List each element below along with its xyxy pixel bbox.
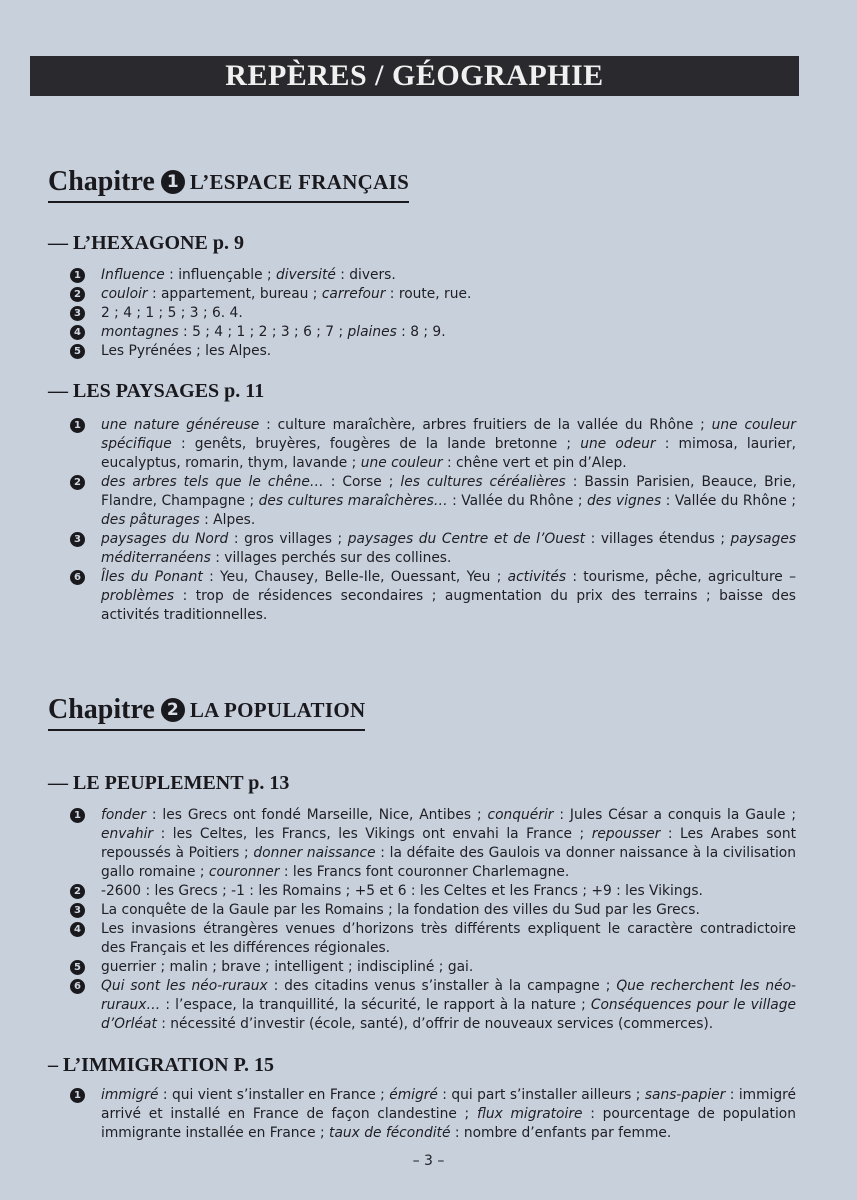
item-number-badge: 6 [70, 570, 85, 585]
item-number-badge: 2 [70, 884, 85, 899]
chapter-word: Chapitre [48, 166, 155, 197]
term-italic: carrefour [321, 286, 386, 302]
answer-text: : Vallée du Rhône ; [661, 493, 797, 509]
section-immigration-list [70, 1086, 796, 1143]
section-peuplement-list [70, 806, 796, 1034]
answer-text: : nombre d’enfants par femme. [450, 1125, 672, 1141]
answer-text: : Corse ; [323, 474, 401, 490]
answer-text: -2600 : les Grecs ; -1 : les Romains ; +5 et 6 : les Celtes et les Francs ; +9 : les Vikings. [101, 883, 703, 899]
item-number-badge: 1 [70, 808, 85, 823]
term-italic: couloir [101, 286, 148, 302]
answer-item [70, 342, 796, 361]
term-italic: diversité [276, 267, 336, 283]
answer-item [70, 977, 796, 1034]
answer-text: : des citadins venus s’installer à la campagne ; [267, 978, 617, 994]
section-hexagone-list [70, 266, 796, 361]
answer-item [70, 920, 796, 958]
answer-text: : gros villages ; [228, 531, 348, 547]
answer-text: : les Celtes, les Francs, les Vikings ont envahi la France ; [153, 826, 592, 842]
section-paysages-list [70, 416, 796, 625]
answer-item [70, 530, 796, 568]
answer-text: : tourisme, pêche, agriculture – [566, 569, 796, 585]
term-italic: paysages du Nord [101, 531, 229, 547]
term-italic: Conséquences pour le village d’Orléat [101, 997, 797, 1032]
answer-text: : les Francs font couronner Charlemagne. [279, 864, 570, 880]
answer-item [70, 568, 796, 625]
answer-text: Les Pyrénées ; les Alpes. [101, 343, 272, 359]
answer-item [70, 323, 796, 342]
term-italic: Que recherchent les néo-ruraux… [101, 978, 796, 1013]
item-number-badge: 5 [70, 960, 85, 975]
answer-item [70, 266, 796, 285]
answer-text: : 8 ; 9. [396, 324, 446, 340]
term-italic: sans-papier [644, 1087, 726, 1103]
item-number-badge: 6 [70, 979, 85, 994]
section-immigration-heading: – L’IMMIGRATION P. 15 [48, 1054, 274, 1076]
chapter-2-heading [48, 694, 365, 731]
answer-text: : pourcentage de population immigrante installée en France ; [101, 1106, 796, 1141]
answer-text: : villages étendus ; [585, 531, 731, 547]
answer-item [70, 901, 796, 920]
term-italic: Qui sont les néo-ruraux [101, 978, 268, 994]
answer-text: : les Grecs ont fondé Marseille, Nice, Antibes ; [145, 807, 488, 823]
answer-text: : culture maraîchère, arbres fruitiers de la vallée du Rhône ; [259, 417, 712, 433]
item-number-badge: 4 [70, 922, 85, 937]
answer-item [70, 285, 796, 304]
chapter-word: Chapitre [48, 694, 155, 725]
term-italic: envahir [101, 826, 154, 842]
item-number-badge: 1 [70, 418, 85, 433]
chapter-number-badge: 1 [161, 170, 185, 194]
answer-text: : l’espace, la tranquillité, la sécurité, le rapport à la nature ; [160, 997, 591, 1013]
term-italic: plaines [347, 324, 397, 340]
answer-text: : Bassin Parisien, Beauce, Brie, Flandre, Champagne ; [101, 474, 796, 509]
banner-title: REPÈRES / GÉOGRAPHIE [225, 59, 604, 92]
answer-text: : Les Arabes sont repoussés à Poitiers ; [101, 826, 796, 861]
answer-item [70, 958, 796, 977]
term-italic: activités [507, 569, 567, 585]
answer-text: : immigré arrivé et installé en France de façon clandestine ; [101, 1087, 796, 1122]
item-number-badge: 2 [70, 287, 85, 302]
section-hexagone-heading: — L’HEXAGONE p. 9 [48, 232, 244, 254]
answer-text: : qui vient s’installer en France ; [158, 1087, 390, 1103]
term-italic: une couleur spécifique [101, 417, 796, 452]
term-italic: repousser [591, 826, 661, 842]
answer-text: : mimosa, laurier, eucalyptus, romarin, thym, lavande ; [101, 436, 797, 471]
term-italic: Influence [101, 267, 165, 283]
item-number-badge: 2 [70, 475, 85, 490]
item-number-badge: 3 [70, 306, 85, 321]
term-italic: montagnes [101, 324, 179, 340]
term-italic: une odeur [580, 436, 656, 452]
term-italic: flux migratoire [476, 1106, 583, 1122]
answer-text: : nécessité d’investir (école, santé), d’offrir de nouveaux services (commerces). [156, 1016, 714, 1032]
term-italic: immigré [101, 1087, 159, 1103]
section-peuplement-heading: — LE PEUPLEMENT p. 13 [48, 772, 290, 794]
answer-text: : 5 ; 4 ; 1 ; 2 ; 3 ; 6 ; 7 ; [178, 324, 348, 340]
item-number-badge: 1 [70, 268, 85, 283]
chapter-number-badge: 2 [161, 698, 185, 722]
term-italic: des pâturages [101, 512, 200, 528]
term-italic: des vignes [587, 493, 662, 509]
term-italic: émigré [389, 1087, 438, 1103]
term-italic: une nature généreuse [101, 417, 260, 433]
item-number-badge: 1 [70, 1088, 85, 1103]
answer-item [70, 473, 796, 530]
item-number-badge: 5 [70, 344, 85, 359]
answer-text: : appartement, bureau ; [147, 286, 322, 302]
answer-text: : qui part s’installer ailleurs ; [437, 1087, 645, 1103]
term-italic: Îles du Ponant [101, 569, 203, 585]
answer-text: : genêts, bruyères, fougères de la lande bretonne ; [171, 436, 581, 452]
item-number-badge: 4 [70, 325, 85, 340]
answer-text: : route, rue. [385, 286, 472, 302]
term-italic: donner naissance [253, 845, 376, 861]
term-italic: les cultures céréalières [400, 474, 566, 490]
item-number-badge: 3 [70, 903, 85, 918]
page-banner [30, 56, 799, 96]
chapter-title: L’ESPACE FRANÇAIS [189, 169, 410, 194]
answer-text: : Yeu, Chausey, Belle-Ile, Ouessant, Yeu ; [202, 569, 508, 585]
answer-text: 2 ; 4 ; 1 ; 5 ; 3 ; 6. 4. [101, 305, 243, 321]
item-number-badge: 3 [70, 532, 85, 547]
answer-text: : chêne vert et pin d’Alep. [442, 455, 627, 471]
answer-text: : influençable ; [164, 267, 276, 283]
chapter-1-heading [48, 166, 409, 203]
answer-text: : villages perchés sur des collines. [210, 550, 452, 566]
answer-text: guerrier ; malin ; brave ; intelligent ; indiscipliné ; gai. [101, 959, 474, 975]
answer-item [70, 304, 796, 323]
answer-text: : la défaite des Gaulois va donner naissance à la civilisation gallo romaine ; [101, 845, 796, 880]
term-italic: taux de fécondité [329, 1125, 451, 1141]
answer-item [70, 416, 796, 473]
page-number: – 3 – [412, 1153, 445, 1169]
answer-text: : Jules César a conquis la Gaule ; [553, 807, 796, 823]
term-italic: des cultures maraîchères… [258, 493, 448, 509]
term-italic: paysages du Centre et de l’Ouest [347, 531, 586, 547]
section-paysages-heading: — LES PAYSAGES p. 11 [48, 380, 265, 402]
answer-item [70, 1086, 796, 1143]
term-italic: couronner [208, 864, 280, 880]
answer-text: La conquête de la Gaule par les Romains ; la fondation des villes du Sud par les Grecs. [101, 902, 700, 918]
answer-item [70, 882, 796, 901]
answer-text: : divers. [335, 267, 396, 283]
answer-text: Les invasions étrangères venues d’horizons très différents expliquent le caractère contradictoire des Français et les différences régionales. [101, 921, 796, 956]
term-italic: une couleur [360, 455, 443, 471]
answer-text: : trop de résidences secondaires ; augmentation du prix des terrains ; baisse des activités traditionnelles. [101, 588, 796, 623]
term-italic: des arbres tels que le chêne… [101, 474, 324, 490]
term-italic: conquérir [487, 807, 554, 823]
answer-text: : Alpes. [199, 512, 256, 528]
chapter-title: LA POPULATION [189, 697, 366, 722]
term-italic: paysages méditerranéens [101, 531, 797, 566]
answer-item [70, 806, 796, 882]
term-italic: problèmes [101, 588, 175, 604]
answer-text: : Vallée du Rhône ; [447, 493, 588, 509]
term-italic: fonder [101, 807, 146, 823]
